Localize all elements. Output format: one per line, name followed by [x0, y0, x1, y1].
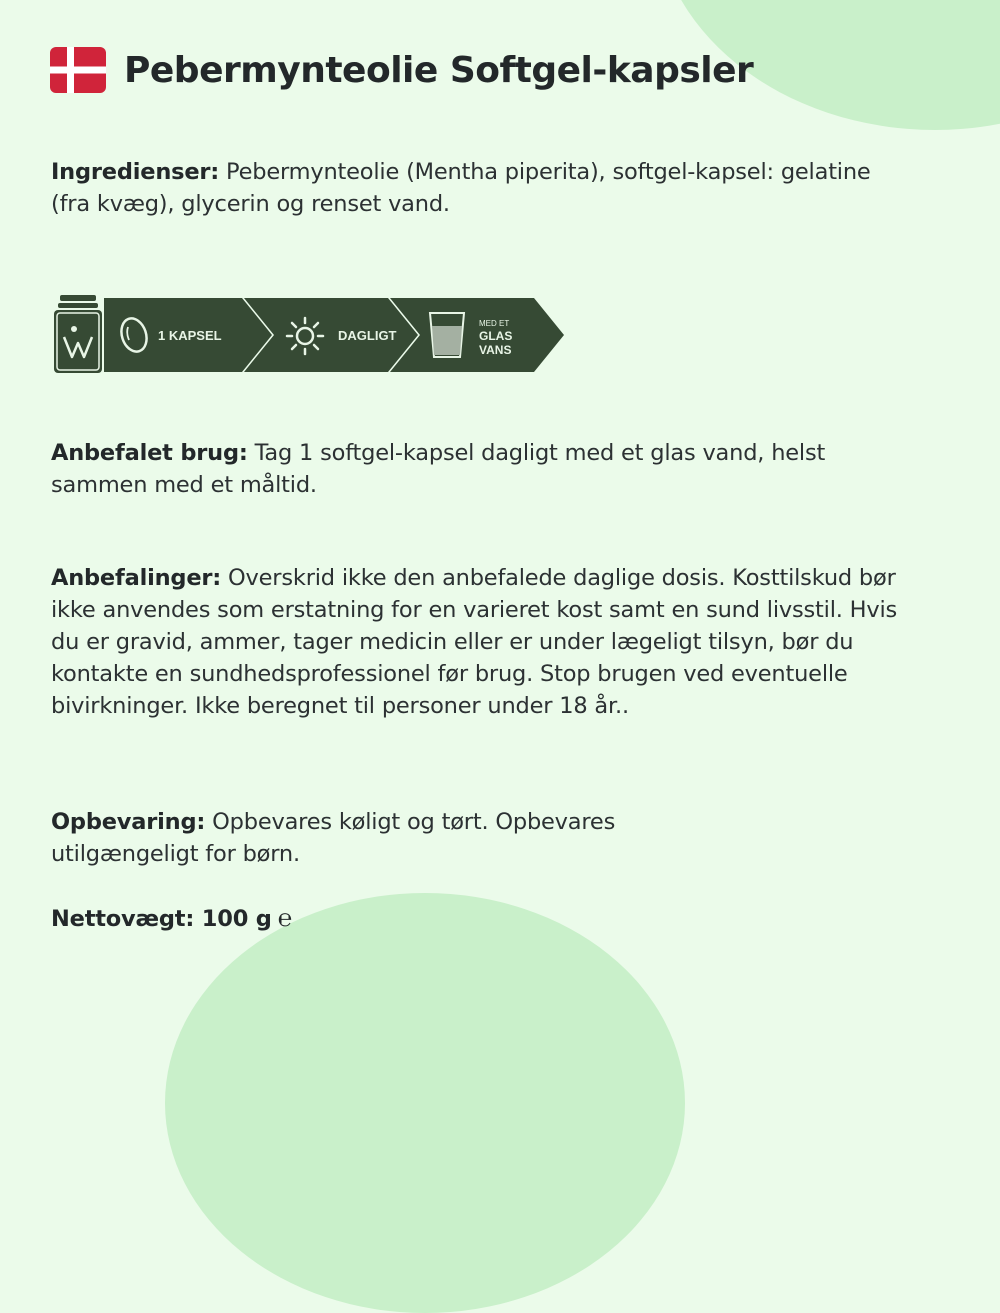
supplement-jar-icon — [54, 295, 102, 373]
recommendations-label: Anbefalinger: — [51, 565, 222, 591]
recommendations-text: Overskrid ikke den anbefalede daglige dosis. Kosttilskud bør ikke anvendes som erstatning for en varieret kost samt en sund livsstil. Hvis du er gravid, ammer, tager medicin eller er under lægeligt tilsyn, bør du kontakte en sundhedsprofessionel før brug. Stop brugen ved eventuelle bivirkninger. Ikke beregnet til personer under 18 år.. — [51, 565, 898, 719]
dosage-step-3-line1: GLAS — [479, 329, 513, 343]
ingredients-section — [51, 156, 911, 220]
storage-label: Opbevaring: — [51, 809, 206, 835]
net-weight-text: Nettovægt: 100 g — [51, 906, 272, 932]
dosage-step-1: 1 KAPSEL — [158, 328, 222, 343]
storage-section — [51, 806, 691, 870]
recommendations-section — [51, 562, 911, 722]
denmark-flag-icon — [50, 47, 106, 93]
ingredients-text: Pebermynteolie (Mentha piperita), softgel-kapsel: gelatine (fra kvæg), glycerin og renset vand. — [51, 159, 871, 217]
dosage-strip — [50, 293, 570, 377]
usage-text: Tag 1 softgel-kapsel dagligt med et glas vand, helst sammen med et måltid. — [51, 440, 826, 498]
usage-label: Anbefalet brug: — [51, 440, 248, 466]
dosage-step-3-line2: VANS — [479, 343, 512, 357]
storage-text: Opbevares køligt og tørt. Opbevares utilgængeligt for børn. — [51, 809, 616, 867]
dosage-step-3-small: MED ET — [479, 319, 510, 328]
dosage-step-2: DAGLIGT — [338, 328, 397, 343]
ingredients-label: Ingredienser: — [51, 159, 220, 185]
net-weight-section — [51, 902, 911, 935]
page-title: Pebermynteolie Softgel-kapsler — [124, 49, 754, 91]
page-header — [50, 47, 753, 93]
decorative-blob-bottom — [165, 893, 685, 1313]
usage-section — [51, 437, 911, 501]
estimated-sign-icon: ℮ — [277, 904, 292, 932]
